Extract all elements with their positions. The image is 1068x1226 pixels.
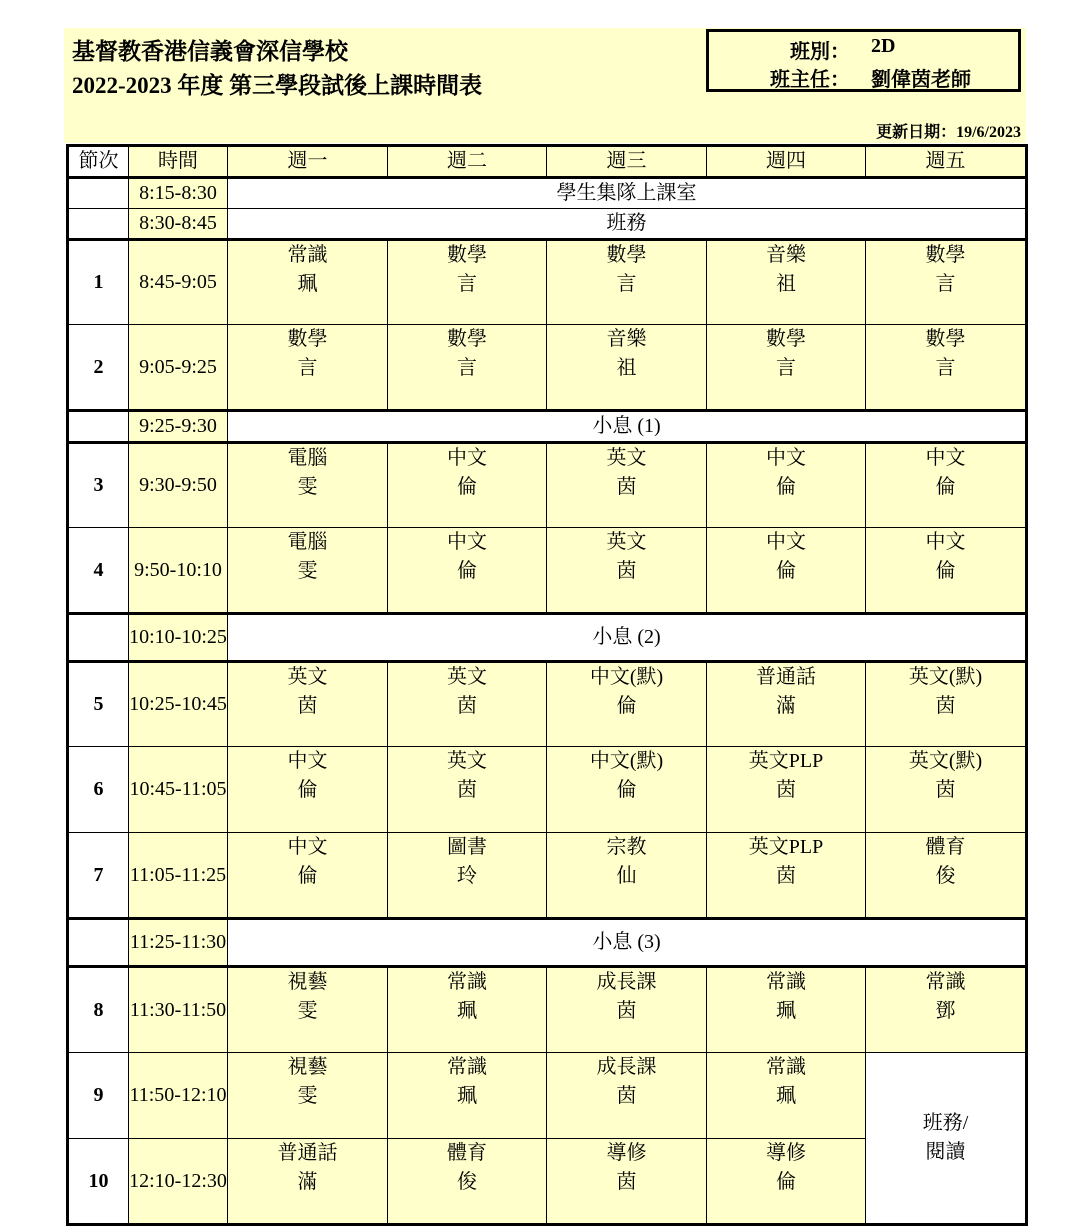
period-number: 8 — [68, 967, 129, 1053]
lesson-cell — [547, 747, 707, 833]
lesson-cell — [388, 967, 547, 1053]
subject: 中文 — [287, 836, 328, 858]
teacher: 言 — [457, 357, 477, 379]
lesson-cell — [228, 662, 388, 747]
subject: 英文 — [287, 666, 328, 688]
subject: 數學 — [606, 244, 647, 266]
subject: 數學 — [287, 328, 328, 350]
teacher: 倫 — [457, 560, 477, 582]
teacher: 茵 — [935, 779, 956, 801]
subject: 英文(默) — [908, 750, 983, 772]
lesson-cell — [707, 747, 866, 833]
time-slot: 9:50-10:10 — [129, 528, 228, 614]
subject: 常識 — [766, 971, 806, 993]
teacher-value: 劉偉茵老師 — [871, 69, 971, 91]
period-number: 5 — [68, 662, 129, 747]
break-label: 小息 (1) — [228, 411, 1027, 443]
teacher: 倫 — [935, 560, 956, 582]
break-row — [68, 411, 1027, 443]
subject: 導修 — [766, 1142, 806, 1164]
teacher: 茵 — [616, 1171, 637, 1193]
teacher: 言 — [776, 357, 796, 379]
period-number — [68, 614, 129, 662]
subject: 音樂 — [766, 244, 806, 266]
teacher: 滿 — [776, 695, 796, 717]
break-row — [68, 178, 1027, 209]
subject: 中文 — [766, 531, 806, 553]
lesson-cell — [388, 1139, 547, 1225]
teacher: 倫 — [616, 695, 637, 717]
subject: 體育 — [925, 836, 966, 858]
lesson-row — [68, 528, 1027, 614]
lesson-cell — [866, 747, 1027, 833]
period-number: 4 — [68, 528, 129, 614]
lesson-cell — [707, 443, 866, 528]
subject: 中文(默) — [589, 750, 664, 772]
lesson-cell — [707, 662, 866, 747]
subject: 中文 — [925, 447, 966, 469]
time-slot: 10:25-10:45 — [129, 662, 228, 747]
timetable-header — [64, 28, 1026, 143]
lesson-cell — [866, 443, 1027, 528]
subject: 英文PLP — [748, 836, 824, 858]
teacher: 倫 — [776, 560, 796, 582]
break-row — [68, 919, 1027, 967]
teacher: 祖 — [616, 357, 637, 379]
teacher: 珮 — [457, 1085, 477, 1107]
time-slot: 8:30-8:45 — [129, 209, 228, 240]
teacher: 言 — [297, 357, 318, 379]
period-number: 3 — [68, 443, 129, 528]
lesson-cell — [388, 1053, 547, 1139]
teacher: 茵 — [616, 560, 637, 582]
teacher: 祖 — [776, 273, 796, 295]
lesson-cell — [547, 325, 707, 411]
subject: 英文 — [447, 750, 487, 772]
subject: 電腦 — [287, 447, 328, 469]
lesson-cell — [228, 967, 388, 1053]
teacher: 倫 — [776, 1171, 796, 1193]
time-slot: 9:25-9:30 — [129, 411, 228, 443]
lesson-cell — [547, 662, 707, 747]
lesson-cell — [707, 240, 866, 325]
time-slot: 10:10-10:25 — [129, 614, 228, 662]
teacher: 茵 — [935, 695, 956, 717]
lesson-cell — [547, 528, 707, 614]
subject: 導修 — [606, 1142, 647, 1164]
teacher: 茵 — [457, 695, 477, 717]
lesson-cell — [707, 528, 866, 614]
teacher: 茵 — [297, 695, 318, 717]
lesson-cell — [866, 325, 1027, 411]
subject: 常識 — [766, 1056, 806, 1078]
period-number: 2 — [68, 325, 129, 411]
subject: 英文 — [606, 531, 647, 553]
teacher: 珮 — [776, 1000, 796, 1022]
lesson-cell — [388, 528, 547, 614]
time-slot: 10:45-11:05 — [129, 747, 228, 833]
lesson-row — [68, 325, 1027, 411]
class-info-box — [706, 29, 1021, 92]
lesson-row — [68, 1053, 1027, 1139]
period-number — [68, 919, 129, 967]
subject: 常識 — [925, 971, 966, 993]
school-name: 基督教香港信義會深信學校 — [72, 39, 348, 64]
lesson-cell — [388, 662, 547, 747]
lesson-row — [68, 967, 1027, 1053]
break-row — [68, 614, 1027, 662]
period-number: 6 — [68, 747, 129, 833]
teacher: 言 — [616, 273, 637, 295]
period-number: 9 — [68, 1053, 129, 1139]
teacher: 茵 — [776, 779, 796, 801]
day-column-header: 週三 — [547, 146, 707, 178]
subject: 英文PLP — [748, 750, 824, 772]
subject: 宗教 — [606, 836, 647, 858]
updated-date: 更新日期：19/6/2023 — [876, 124, 1021, 141]
time-column-header: 時間 — [129, 146, 228, 178]
subject: 數學 — [766, 328, 806, 350]
teacher: 滿 — [297, 1171, 318, 1193]
lesson-cell — [228, 1139, 388, 1225]
break-row — [68, 209, 1027, 240]
break-label: 小息 (2) — [228, 614, 1027, 662]
lesson-cell — [547, 1053, 707, 1139]
subject: 視藝 — [287, 971, 328, 993]
lesson-cell — [707, 967, 866, 1053]
subject: 成長課 — [596, 1056, 657, 1078]
subject: 英文 — [606, 447, 647, 469]
break-label: 班務 — [228, 209, 1027, 240]
teacher: 茵 — [776, 865, 796, 887]
subject: 成長課 — [596, 971, 657, 993]
time-slot: 9:30-9:50 — [129, 443, 228, 528]
subject: 常識 — [447, 971, 487, 993]
lesson-cell — [228, 1053, 388, 1139]
teacher: 雯 — [297, 476, 318, 498]
time-slot: 11:05-11:25 — [129, 833, 228, 919]
teacher: 俊 — [935, 865, 956, 887]
day-column-header: 週一 — [228, 146, 388, 178]
time-slot: 8:45-9:05 — [129, 240, 228, 325]
time-slot: 12:10-12:30 — [129, 1139, 228, 1225]
period-number — [68, 178, 129, 209]
subject: 電腦 — [287, 531, 328, 553]
subject: 中文 — [925, 531, 966, 553]
subject: 圖書 — [447, 836, 487, 858]
lesson-cell — [388, 747, 547, 833]
teacher: 雯 — [297, 1000, 318, 1022]
teacher: 珮 — [776, 1085, 796, 1107]
lesson-row — [68, 443, 1027, 528]
day-column-header: 週五 — [866, 146, 1027, 178]
lesson-row — [68, 240, 1027, 325]
lesson-cell — [866, 662, 1027, 747]
lesson-cell — [707, 325, 866, 411]
merged-line1: 班務/ — [922, 1112, 969, 1134]
teacher: 雯 — [297, 1085, 318, 1107]
teacher: 珮 — [457, 1000, 477, 1022]
lesson-cell — [388, 325, 547, 411]
subject: 英文 — [447, 666, 487, 688]
subject: 數學 — [925, 328, 966, 350]
lesson-row — [68, 833, 1027, 919]
lesson-cell — [228, 240, 388, 325]
lesson-cell — [866, 833, 1027, 919]
timetable-title: 2022-2023 年度 第三學段試後上課時間表 — [72, 73, 483, 98]
lesson-cell — [547, 443, 707, 528]
subject: 音樂 — [606, 328, 647, 350]
lesson-cell — [228, 833, 388, 919]
time-slot: 11:30-11:50 — [129, 967, 228, 1053]
subject: 普通話 — [277, 1142, 338, 1164]
header-row — [68, 146, 1027, 178]
time-slot: 9:05-9:25 — [129, 325, 228, 411]
subject: 中文 — [447, 447, 487, 469]
teacher: 言 — [935, 273, 956, 295]
teacher: 俊 — [457, 1171, 477, 1193]
teacher: 倫 — [457, 476, 477, 498]
subject: 中文(默) — [589, 666, 664, 688]
teacher: 茵 — [616, 1085, 637, 1107]
lesson-cell — [547, 240, 707, 325]
lesson-cell — [707, 1139, 866, 1225]
day-column-header: 週二 — [388, 146, 547, 178]
lesson-cell — [388, 833, 547, 919]
teacher: 珮 — [297, 273, 318, 295]
period-number — [68, 411, 129, 443]
time-slot: 8:15-8:30 — [129, 178, 228, 209]
teacher: 言 — [935, 357, 956, 379]
lesson-cell — [228, 325, 388, 411]
day-column-header: 週四 — [707, 146, 866, 178]
period-column-header: 節次 — [68, 146, 129, 178]
merged-line2: 閱讀 — [925, 1141, 966, 1163]
lesson-cell — [547, 833, 707, 919]
subject: 中文 — [447, 531, 487, 553]
merged-friday-cell — [866, 1053, 1027, 1225]
period-number: 7 — [68, 833, 129, 919]
lesson-cell — [707, 1053, 866, 1139]
lesson-cell — [547, 967, 707, 1053]
teacher: 倫 — [935, 476, 956, 498]
lesson-cell — [707, 833, 866, 919]
subject: 常識 — [447, 1056, 487, 1078]
subject: 普通話 — [756, 666, 816, 688]
time-slot: 11:50-12:10 — [129, 1053, 228, 1139]
lesson-cell — [228, 528, 388, 614]
break-label: 學生集隊上課室 — [228, 178, 1027, 209]
period-number — [68, 209, 129, 240]
teacher: 茵 — [616, 1000, 637, 1022]
teacher: 倫 — [297, 779, 318, 801]
subject: 數學 — [925, 244, 966, 266]
teacher: 鄧 — [935, 1000, 956, 1022]
teacher: 倫 — [776, 476, 796, 498]
lesson-cell — [228, 747, 388, 833]
class-value: 2D — [871, 35, 896, 57]
teacher-label: 班主任： — [770, 69, 850, 91]
lesson-row — [68, 662, 1027, 747]
subject: 數學 — [447, 244, 487, 266]
lesson-cell — [388, 443, 547, 528]
teacher: 倫 — [297, 865, 318, 887]
lesson-cell — [866, 528, 1027, 614]
period-number: 10 — [68, 1139, 129, 1225]
teacher: 仙 — [616, 865, 637, 887]
subject: 中文 — [287, 750, 328, 772]
period-number: 1 — [68, 240, 129, 325]
teacher: 雯 — [297, 560, 318, 582]
subject: 數學 — [447, 328, 487, 350]
lesson-cell — [547, 1139, 707, 1225]
subject: 中文 — [766, 447, 806, 469]
lesson-cell — [866, 967, 1027, 1053]
class-label: 班別： — [790, 41, 850, 63]
subject: 體育 — [447, 1142, 487, 1164]
lesson-cell — [388, 240, 547, 325]
lesson-row — [68, 747, 1027, 833]
subject: 英文(默) — [908, 666, 983, 688]
time-slot: 11:25-11:30 — [129, 919, 228, 967]
lesson-cell — [866, 240, 1027, 325]
teacher: 茵 — [616, 476, 637, 498]
teacher: 倫 — [616, 779, 637, 801]
teacher: 茵 — [457, 779, 477, 801]
break-label: 小息 (3) — [228, 919, 1027, 967]
timetable — [66, 144, 1028, 1226]
subject: 常識 — [287, 244, 328, 266]
teacher: 玲 — [457, 865, 477, 887]
lesson-cell — [228, 443, 388, 528]
teacher: 言 — [457, 273, 477, 295]
subject: 視藝 — [287, 1056, 328, 1078]
